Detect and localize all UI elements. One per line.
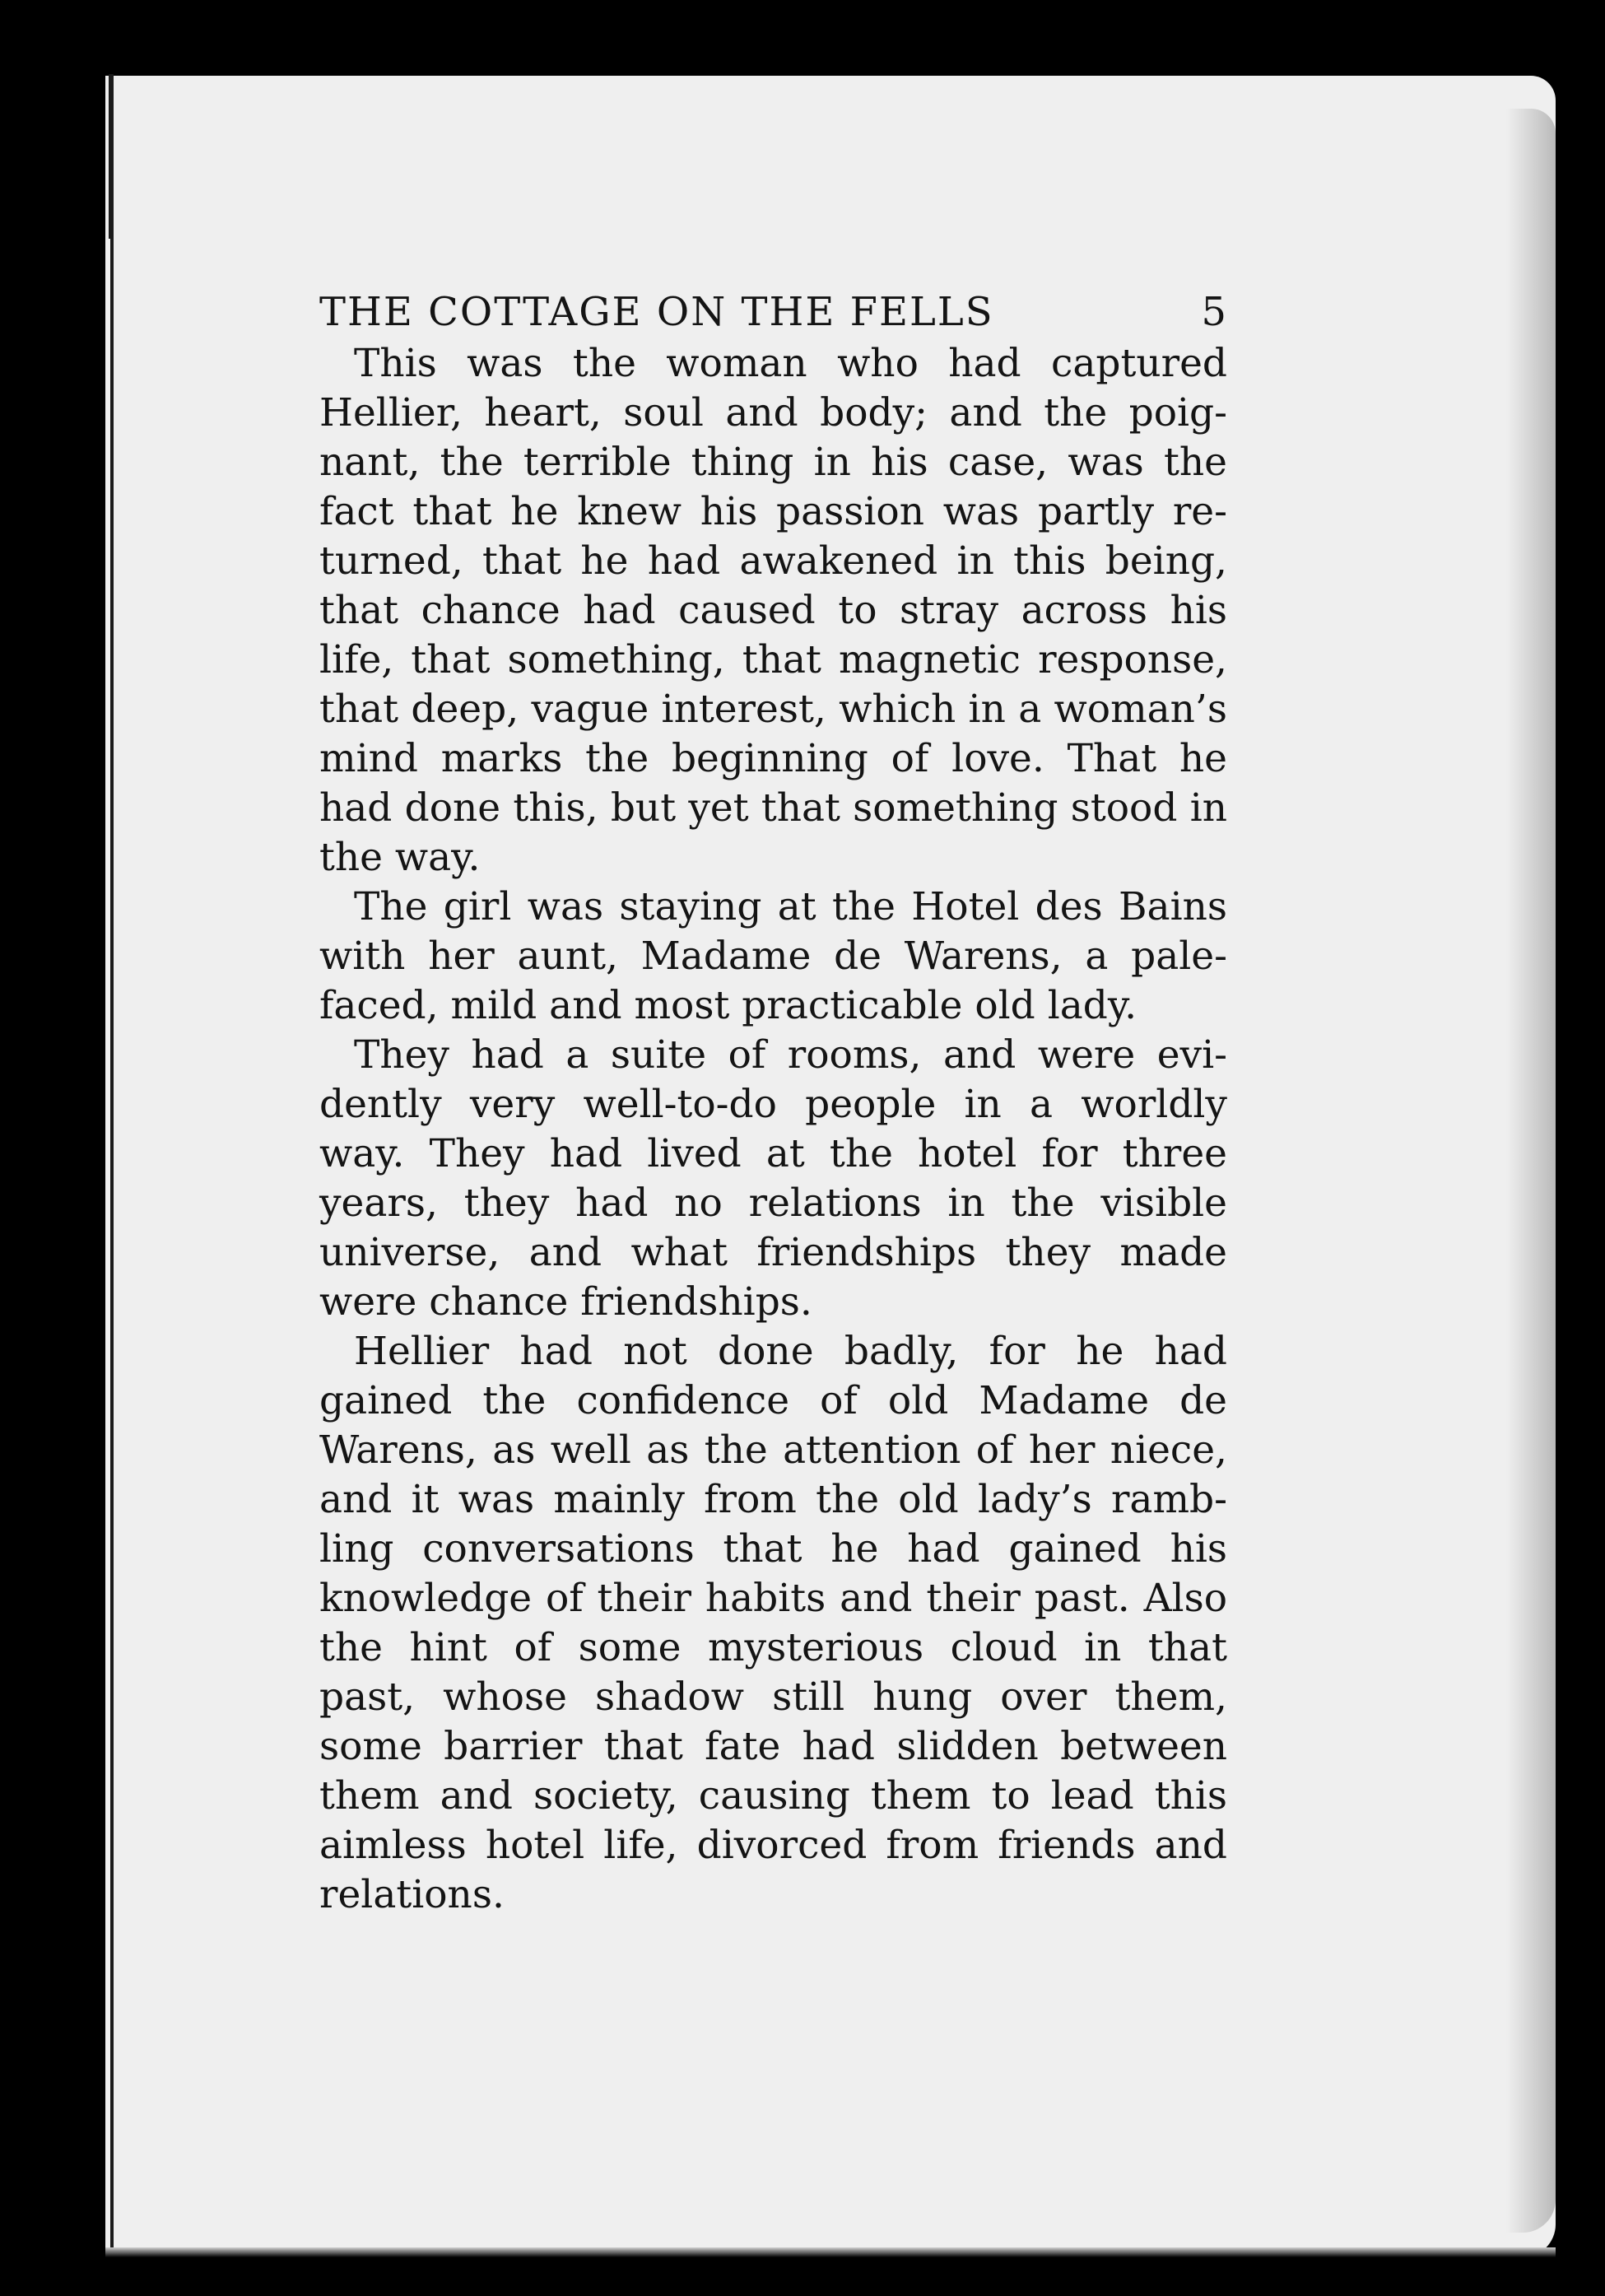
page-text-block xyxy=(319,286,1227,1920)
page-edge-shadow xyxy=(1506,109,1556,2233)
binding-gutter-mark xyxy=(109,74,114,239)
page-bottom-edge xyxy=(105,2247,1556,2257)
paragraph-1: This was the woman who had captured Hellier, heart, soul and body; and the poig-nant, the terrible thing in his case, was the fact that he knew his passion was partly re-turned, that he had awakened in this being, that chance had caused to stray across his life, that something, that magnetic response, that deep, vague interest, which in a woman’s mind marks the beginning of love. That he had done this, but yet that something stood in the way. xyxy=(319,341,1227,880)
running-head-title: THE COTTAGE ON THE FELLS xyxy=(319,289,994,335)
paragraph-3: They had a suite of rooms, and were evi-dently very well-to-do people in a worldly way. They had lived at the hotel for three years, they had no relations in the visible universe, and what friendships they made were chance friendships. xyxy=(319,1032,1227,1325)
page-number: 5 xyxy=(1201,289,1227,335)
running-head xyxy=(319,286,1227,338)
binding-gutter-line xyxy=(110,74,114,2247)
paragraph-4: Hellier had not done badly, for he had gained the confidence of old Madame de Warens, as well as the attention of her niece, and it was mainly from the old lady’s ramb-ling conversations that he had gained his knowledge of their habits and their past. Also the hint of some mysterious cloud in that past, whose shadow still hung over them, some barrier that fate had slidden between them and society, causing them to lead this aimless hotel life, divorced from friends and relations. xyxy=(319,1329,1227,1917)
paragraph-2: The girl was staying at the Hotel des Bains with her aunt, Madame de Warens, a pale-faced, mild and most practicable old lady. xyxy=(319,884,1227,1028)
